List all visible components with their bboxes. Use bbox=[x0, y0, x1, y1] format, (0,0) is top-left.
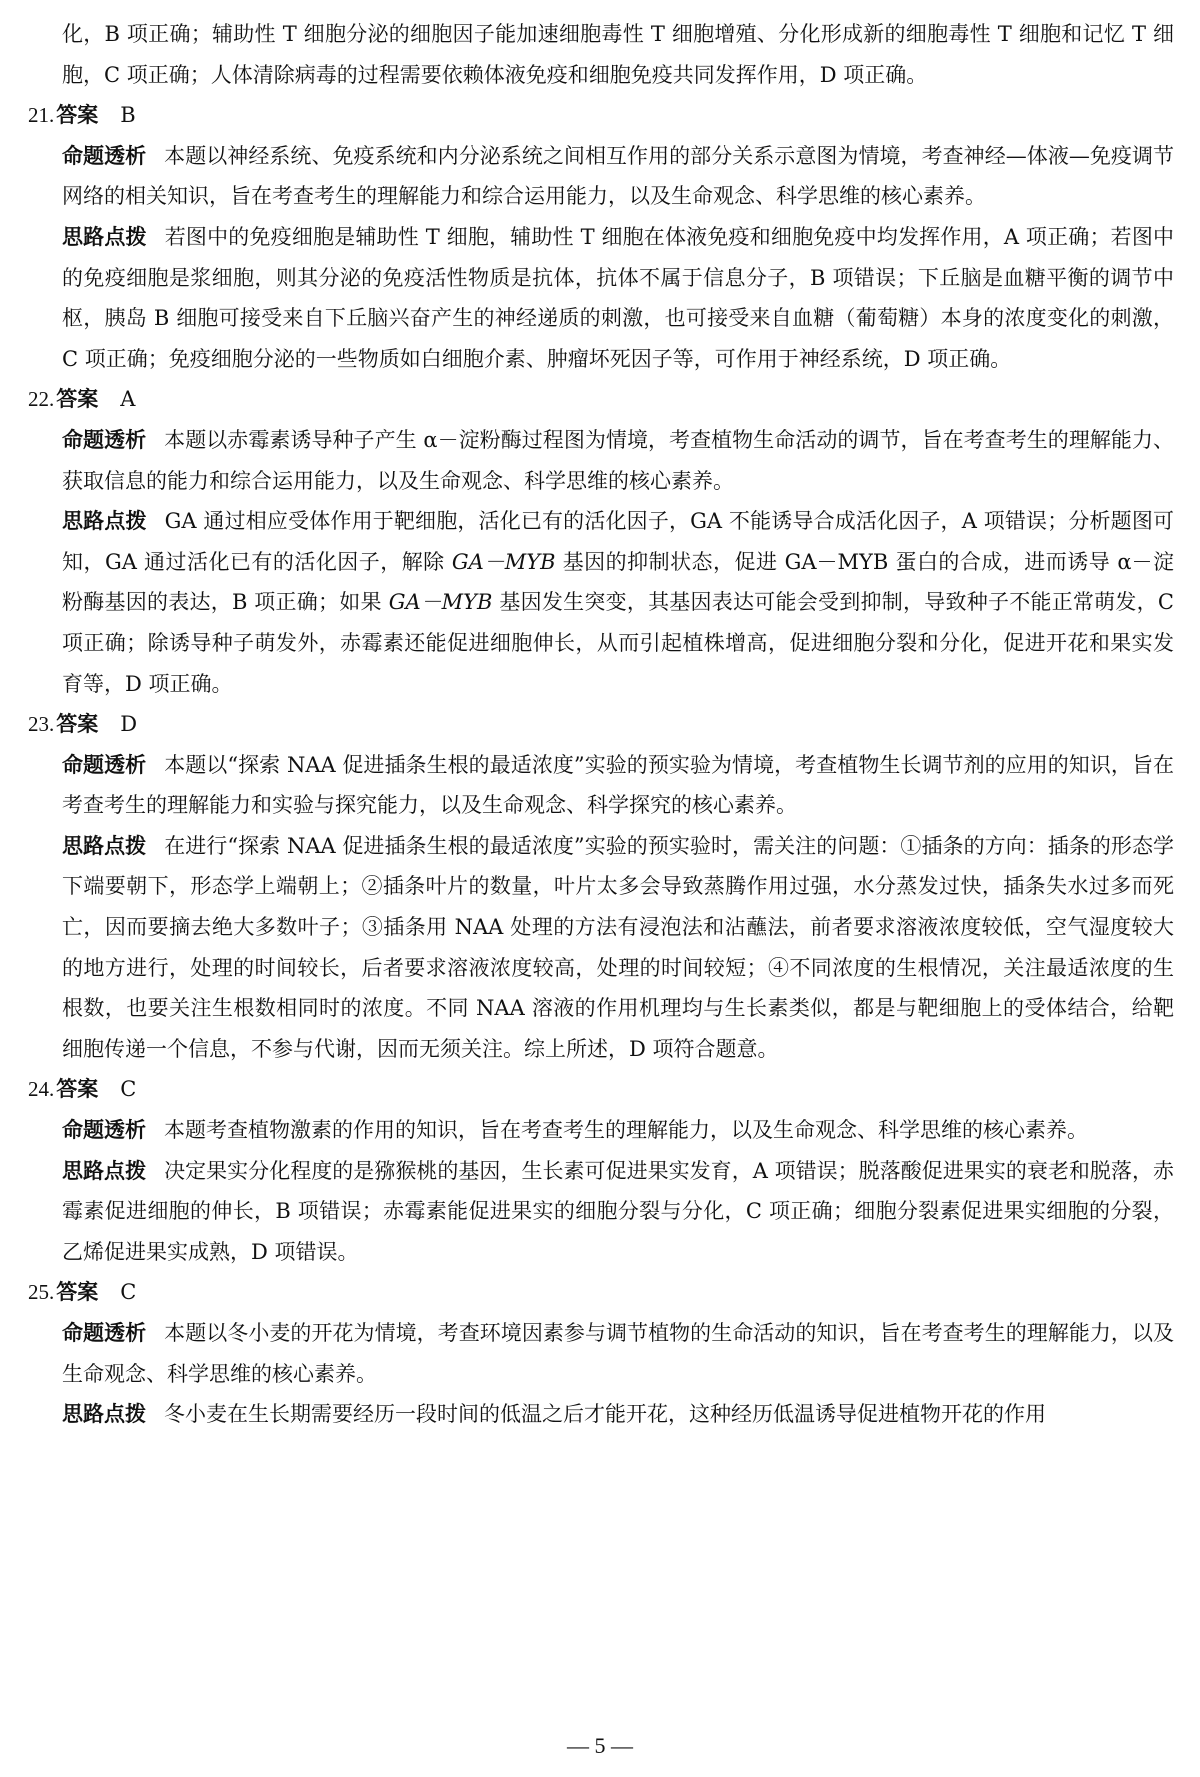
question-23 bbox=[28, 704, 1175, 1069]
question-header bbox=[28, 379, 1174, 420]
analysis-text: 本题以赤霉素诱导种子产生 α－淀粉酶过程图为情境，考查植物生命活动的调节，旨在考查考生的理解能力、获取信息的能力和综合运用能力，以及生命观念、科学思维的核心素养。 bbox=[62, 427, 1174, 493]
analysis-paragraph bbox=[62, 1110, 1174, 1151]
answer-letter: C bbox=[120, 1077, 137, 1102]
answer-letter: A bbox=[120, 387, 136, 412]
hint-label: 思路点拨 bbox=[62, 509, 147, 534]
question-header bbox=[28, 1069, 1174, 1110]
answer-label: 答案 bbox=[56, 387, 99, 412]
analysis-text: 本题以冬小麦的开花为情境，考查环境因素参与调节植物的生命活动的知识，旨在考查考生的理解能力，以及生命观念、科学思维的核心素养。 bbox=[62, 1321, 1175, 1386]
analysis-paragraph bbox=[62, 1313, 1174, 1394]
analysis-label: 命题透析 bbox=[62, 1118, 146, 1143]
question-header bbox=[28, 95, 1174, 136]
hint-label: 思路点拨 bbox=[62, 1402, 146, 1427]
analysis-paragraph bbox=[62, 136, 1174, 217]
question-number: 21. bbox=[28, 103, 55, 128]
analysis-paragraph bbox=[62, 745, 1174, 826]
answer-letter: D bbox=[120, 712, 138, 737]
question-24 bbox=[28, 1069, 1174, 1272]
hint-label: 思路点拨 bbox=[62, 1158, 147, 1183]
analysis-label: 命题透析 bbox=[62, 143, 147, 168]
question-21 bbox=[28, 95, 1175, 379]
question-header bbox=[28, 1272, 1174, 1313]
hint-label: 思路点拨 bbox=[62, 833, 147, 858]
analysis-label: 命题透析 bbox=[62, 1321, 147, 1345]
hint-text: 若图中的免疫细胞是辅助性 T 细胞，辅助性 T 细胞在体液免疫和细胞免疫中均发挥作用，A 项正确；若图中的免疫细胞是浆细胞，则其分泌的免疫活性物质是抗体，抗体不属于信息分子，B 项错误；下丘脑是血糖平衡的调节中枢，胰岛 B 细胞可接受来自下丘脑兴奋产生的神经递质的刺激，也可接受来自血糖（葡萄糖）本身的浓度变化的刺激，C 项正确；免疫细胞分泌的一些物质如白细胞介素、肿瘤坏死因子等，可作用于神经系统，D 项正确。 bbox=[62, 224, 1174, 371]
hint-text: 在进行“探索 NAA 促进插条生根的最适浓度”实验的预实验时，需关注的问题：①插条的方向：插条的形态学下端要朝下，形态学上端朝上；②插条叶片的数量，叶片太多会导致蒸腾作用过强，水分蒸发过快，插条失水过多而死亡，因而要摘去绝大多数叶子；③插条用 NAA 处理的方法有浸泡法和沾蘸法，前者要求溶液浓度较低，空气湿度较大的地方进行，处理的时间较长，后者要求溶液浓度较高，处理的时间较短；④不同浓度的生根情况，关注最适浓度的生根数，也要关注生根数相同时的浓度。不同 NAA 溶液的作用机理均与生长素类似，都是与靶细胞上的受体结合，给靶细胞传递一个信息，不参与代谢，因而无须关注。综上所述，D 项符合题意。 bbox=[62, 833, 1175, 1061]
question-number: 24. bbox=[28, 1077, 55, 1102]
answer-letter: B bbox=[120, 103, 136, 128]
hint-paragraph bbox=[62, 217, 1174, 379]
answer-label: 答案 bbox=[56, 1077, 99, 1102]
question-number: 22. bbox=[28, 387, 55, 412]
answer-label: 答案 bbox=[56, 103, 99, 128]
gene-name: GA－MYB bbox=[451, 549, 556, 574]
hint-paragraph bbox=[62, 826, 1174, 1070]
question-22 bbox=[28, 379, 1175, 704]
hint-text-part: GA 通过相应受体作用于靶细胞，活化已有的活化因子，GA 不能诱导合成活化因子，A 项错误；分析题图可知，GA 通过活化已有的活化因子，解除 bbox=[62, 509, 1175, 574]
answer-label: 答案 bbox=[56, 712, 99, 737]
hint-text: 冬小麦在生长期需要经历一段时间的低温之后才能开花，这种经历低温诱导促进植物开花的作用 bbox=[164, 1402, 1046, 1427]
question-number: 23. bbox=[28, 712, 55, 737]
answer-letter: C bbox=[120, 1280, 137, 1305]
analysis-text: 本题以“探索 NAA 促进插条生根的最适浓度”实验的预实验为情境，考查植物生长调节剂的应用的知识，旨在考查考生的理解能力和实验与探究能力，以及生命观念、科学探究的核心素养。 bbox=[62, 752, 1175, 818]
hint-paragraph bbox=[62, 1394, 1174, 1435]
intro-paragraph: 化，B 项正确；辅助性 T 细胞分泌的细胞因子能加速细胞毒性 T 细胞增殖、分化形成新的细胞毒性 T 细胞和记忆 T 细胞，C 项正确；人体清除病毒的过程需要依赖体液免疫和细胞免疫共同发挥作用，D 项正确。 bbox=[62, 22, 1174, 87]
hint-label: 思路点拨 bbox=[62, 224, 147, 249]
gene-name: GA－MYB bbox=[388, 590, 493, 615]
analysis-label: 命题透析 bbox=[62, 752, 147, 777]
hint-paragraph bbox=[62, 501, 1174, 704]
analysis-text: 本题以神经系统、免疫系统和内分泌系统之间相互作用的部分关系示意图为情境，考查神经—体液—免疫调节网络的相关知识，旨在考查考生的理解能力和综合运用能力，以及生命观念、科学思维的核心素养。 bbox=[62, 143, 1175, 209]
question-25 bbox=[28, 1272, 1175, 1434]
hint-text-part: 基因的抑制状态，促进 GA－MYB 蛋白的合成，进而诱导 α－淀粉酶基因的表达，B 项正确；如果 bbox=[62, 549, 1175, 615]
question-header bbox=[28, 704, 1174, 745]
answer-label: 答案 bbox=[56, 1280, 99, 1305]
analysis-paragraph bbox=[62, 420, 1174, 501]
hint-text-part: 基因发生突变，其基因表达可能会受到抑制，导致种子不能正常萌发，C 项正确；除诱导种子萌发外，赤霉素还能促进细胞伸长，从而引起植株增高，促进细胞分裂和分化，促进开花和果实发育等，D 项正确。 bbox=[62, 590, 1174, 696]
analysis-label: 命题透析 bbox=[62, 427, 147, 452]
analysis-text: 本题考查植物激素的作用的知识，旨在考查考生的理解能力，以及生命观念、科学思维的核心素养。 bbox=[164, 1118, 1088, 1143]
question-number: 25. bbox=[28, 1280, 55, 1305]
hint-paragraph bbox=[62, 1151, 1174, 1273]
hint-text: 决定果实分化程度的是猕猴桃的基因，生长素可促进果实发育，A 项错误；脱落酸促进果实的衰老和脱落，赤霉素促进细胞的伸长，B 项错误；赤霉素能促进果实的细胞分裂与分化，C 项正确；细胞分裂素促进果实细胞的分裂，乙烯促进果实成熟，D 项错误。 bbox=[62, 1158, 1174, 1264]
page-number: — 5 — bbox=[567, 1733, 633, 1758]
